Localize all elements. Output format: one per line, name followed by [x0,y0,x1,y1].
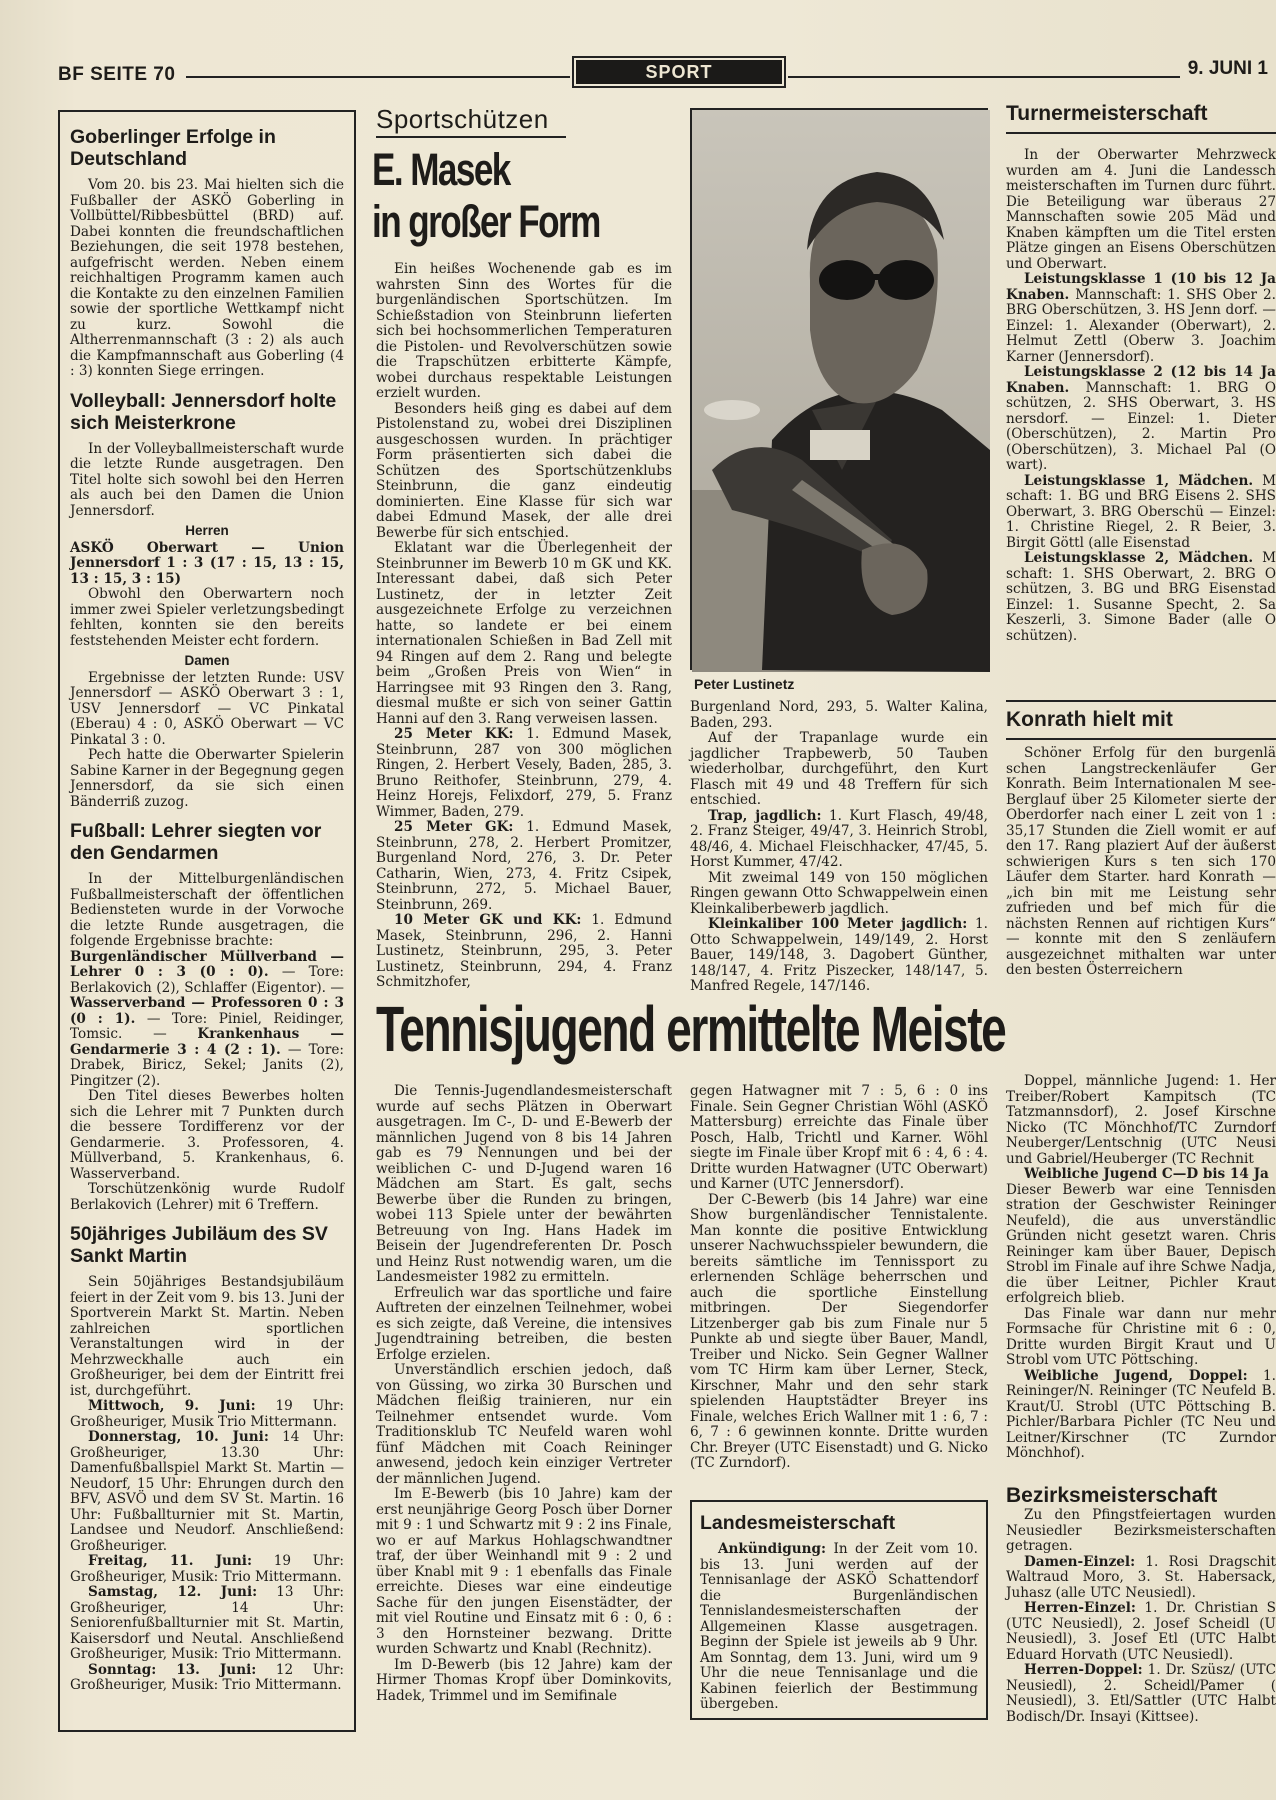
result-item: Herren-Einzel: 1. Dr. Christian S (UTC Neusiedl), 2. Josef Scheidl (U Neusiedl), 3. Josef Etl (UTC Halbt Eduard Horvath (UTC Neusiedl). [1006,1600,1276,1663]
landesmeisterschaft-text [700,1512,978,1712]
article-text: Mit zweimal 149 von 150 möglichen Ringen gewann Otto Schwappelwein einen Kleinkaliberbewerb jagdlich. [690,869,988,917]
article-text: Auf der Trapanlage wurde ein jagdlicher Trapbewerb, 50 Tauben wiederholbar, durchgeführt, den Kurt Flasch mit 49 und 48 Treffern für sich entschied. [690,730,988,808]
result-item: Leistungsklasse 1 (10 bis 12 Ja Knaben. Mannschaft: 1. SHS Ober 2. BRG Oberschützen, 3. HS Jenn dorf. — Einzel: 1. Alexander (Oberwart), 2. Helmut Zettl (Oberw 3. Joachim Karner (Jennersdorf). [1006,271,1276,365]
page-date: 9. JUNI 1 [1187,58,1268,79]
page-number: BF SEITE 70 [58,64,176,85]
result-item: Damen-Einzel: 1. Rosi Dragschit Waltraud Moro, 3. St. Habersack, Juhasz (alle UTC Neusiedl). [1006,1553,1276,1601]
result-item: Leistungsklasse 2, Mädchen. M schaft: 1. SHS Oberwart, 2. BRG O schützen, 3. BG und BRG Eisenstad Einzel: 1. Susanne Specht, 2. Sa Keszerli, 3. Simone Bader (alle O schützen). [1006,550,1276,644]
announcement: Ankündigung: In der Zeit vom 10. bis 13. Juni werden auf der Tennisanlage der ASKÖ Schattendorf die Burgenländischen Tennislandesmeisterschaften der Allgemeinen Klasse ausgetragen. Beginn der Spiele ist jeweils ab 9 Uhr. Am Sonntag, dem 13. Juni, wird um 9 Uhr die neue Tennisanlage und die Kabinen feierlich der Bestimmung übergeben. [700,1541,978,1712]
subheading: Weibliche Jugend C—D bis 14 Ja [1024,1166,1269,1182]
tennis-column-3 [1006,1074,1276,1474]
article-text: Ein heißes Wochenende gab es im wahrsten Sinn des Wortes für die burgenländischen Sportschützen. Im Schießstadion von Steinbrunn lieferten sich bei hochsommerlichen Temperaturen die Pistolen- und Revolverschützen sowie die Trapschützen erbitterte Kämpfe, wobei durchaus respektable Leistungen erzielt wurden. [376,261,672,401]
result-item: 25 Meter GK: 1. Edmund Masek, Steinbrunn, 278, 2. Herbert Promitzer, Burgenland Nord, 276, 3. Dr. Peter Catharin, Wien, 273, 4. Fritz Csipek, Steinbrunn, 272, 5. Michael Bauer, Steinbrunn, 269. [376,819,672,913]
schedule-item: Freitag, 11. Juni: 19 Uhr: Großheuriger, Musik: Trio Mittermann. [70,1553,344,1585]
article-text: Erfreulich war das sportliche und faire Auftreten der einzelnen Teilnehmer, wobei es sich zeigte, daß Vereine, die intensives Jugendtraining betreiben, die besten Erfolge erzielen. [376,1284,672,1363]
photo-caption: Peter Lustinetz [694,676,795,692]
photo-illustration [692,110,990,672]
result-item: 10 Meter GK und KK: 1. Edmund Masek, Steinbrunn, 296, 2. Hanni Lustinetz, Steinbrunn, 295, 3. Peter Lustinetz, Steinbrunn, 294, 4. Franz Schmitzhofer, [376,912,673,990]
schedule-item: Samstag, 12. Juni: 13 Uhr: Großheuriger, 14 Uhr: Seniorenfußballturnier mit St. Martin, Kaisersdorf und Neutal. Anschließend Großheuriger, Musik: Trio Mittermann. [70,1584,344,1662]
result-item: Leistungsklasse 2 (12 bis 14 Ja Knaben. Mannschaft: 1. BRG O schützen, 2. SHS Oberwart, 3. HS nersdorf. — Einzel: 1. Dieter (Oberschützen), 2. Martin Pro (Oberschützen), 3. Michael Pal (O wart). [1006,364,1276,473]
schedule-item: Donnerstag, 10. Juni: 14 Uhr: Großheuriger, 13.30 Uhr: Damenfußballspiel Markt St. Martin — Neudorf, 15 Uhr: Ehrungen durch den BFV, ASVÖ und dem SV St. Martin. 16 Uhr: Fußballturnier mit St. Martin, Landsee und Neudorf. Anschließend: Großheuriger. [70,1429,345,1554]
article-text: gegen Hatwagner mit 7 : 5, 6 : 0 ins Finale. Sein Gegner Christian Wöhl (ASKÖ Mattersburg) erreichte das Finale über Posch, Halb, Trichtl und Karner. Wöhl siegte im Finale über Kropf mit 6 : 4, 6 : 4. Dritte wurden Hatwagner (UTC Oberwart) und Karner (UTC Jennersdorf). [690,1083,988,1192]
separator-rule [1006,700,1276,702]
left-column [70,126,344,1726]
headline-masek-line2: in großer Form [372,196,600,247]
turner-column [1006,148,1276,694]
kicker-sportschuetzen: Sportschützen [376,104,549,134]
konrath-column [1006,746,1276,982]
article-text: Unverständlich erschien jedoch, daß von Güssing, wo zirka 30 Burschen und Mädchen fleißig trainieren, nur ein Teilnehmer entsendet wurde. Vom Traditionsklub TC Neufeld waren wohl fünf Mädchen mit Coach Reininger anwesend, jedoch kein einziger Vertreter der männlichen Jugend. [376,1362,672,1487]
section-label-box [572,56,786,88]
article-text: Sein 50jähriges Bestandsjubiläum feiert in der Zeit vom 9. bis 13. Juni der Sportverein Markt St. Martin. Neben zahlreichen sportlichen Veranstaltungen wird in der Mehrzweckhalle auch ein Großheuriger, bei dem der Eintritt frei ist, durchgeführt. [70,1274,344,1399]
headline-rule [1006,738,1276,740]
article-text: Burgenland Nord, 293, 5. Walter Kalina, Baden, 293. [690,699,988,731]
subheading-herren: Herren [185,523,229,538]
headline-konrath: Konrath hielt mit [1006,708,1173,731]
result-item: 25 Meter KK: 1. Edmund Masek, Steinbrunn, 287 von 300 möglichen Ringen, 2. Herbert Vesely, Baden, 285, 3. Bruno Reithofer, Steinbrunn, 279, 4. Heinz Horejs, Felixdorf, 279, 5. Franz Wimmer, Baden, 279. [376,726,673,820]
result-item: Trap, jagdlich: 1. Kurt Flasch, 49/48, 2. Franz Steiger, 49/47, 3. Heinrich Strobl, 48/46, 4. Michael Fleischhacker, 47/45, 5. Horst Kummer, 47/42. [690,807,989,870]
schedule-item: Sonntag: 13. Juni: 12 Uhr: Großheuriger, Musik: Trio Mittermann. [70,1661,344,1693]
article-text: Pech hatte die Oberwarter Spielerin Sabine Karner in der Begegnung gegen Jennersdorf, da sie sich einen Bänderriß zuzog. [70,747,344,810]
headline-fussball: Fußball: Lehrer siegten vor den Gendarmen [70,820,322,864]
article-text: Eklatant war die Überlegenheit der Steinbrunner im Bewerb 10 m GK und KK. Interessant dabei, daß sich Peter Lustinetz, der in letzter Zeit ausgezeichnete Erfolge zu verzeichnen hatte, so landete er bei einem internationalen Schießen in Bad Zell mit 94 Ringen auf dem 2. Rang und belegte beim „Großen Preis von Wien“ in Harringsee mit 93 Ringen den 3. Rang, diesmal mußte er sich von seiner Gattin Hanni auf den 3. Rang verweisen lassen. [376,540,672,727]
article-text: Obwohl den Oberwartern noch immer zwei Spieler verletzungsbedingt fehlten, konnten sie den bereits feststehenden Meister echt fordern. [70,586,344,649]
article-text: Das Finale war dann nur mehr Formsache für Christine mit 6 : 0, Dritte wurden Birgit Kraut und U Strobl vom UTC Pöttsching. [1006,1305,1276,1368]
article-text: Dieser Bewerb war eine Tennisden stration der Geschwister Reininger Neufeld), die aus unverständlic Gründen nicht gesetzt waren. Chris Reininger kam über Bauer, Depisch Strobl im Finale auf ihre Schwe Nadja, die über Leitner, Pichler Kraut erfolgreich blieb. [1006,1181,1276,1306]
result-item: Kleinkaliber 100 Meter jagdlich: 1. Otto Schwappelwein, 149/149, 2. Horst Bauer, 149/148, 3. Dagobert Günther, 148/147, 4. Fritz Piszecker, 148/147, 5. Manfred Regele, 147/146. [690,916,988,994]
headline-masek-line1: E. Masek [372,144,510,195]
section-label: SPORT [576,60,782,84]
article-text: Vom 20. bis 23. Mai hielten sich die Fußballer der ASKÖ Goberling in Vollbüttel/Ribbesbüttel (BRD) auf. Dabei konnten die freundschaftlichen Beziehungen, die seit 1978 bestehen, aufgefrischt werden. Neben einem reichhaltigen Programm kamen auch die Kontakte zu den einzelnen Familien sowie der sportliche Wettkampf nicht zu kurz. Sowohl die Altherrenmannschaft (3 : 2) als auch die Kampfmannschaft aus Goberling (4 : 3) konnten Siege erringen. [70,177,344,379]
headline-goberling: Goberlinger Erfolge in Deutschland [70,126,276,170]
masek-column-1 [376,261,673,990]
headline-tennisjugend: Tennisjugend ermittelte Meiste [376,993,1006,1065]
article-text: Doppel, männliche Jugend: 1. Her Treiber/Robert Kampitsch (TC Tatzmannsdorf), 2. Josef Kirschne Nicko (TC Mönchhof/TC Zurndorf Neuberger/Lentschnig (UTC Neusi und Gabriel/Heuberger (TC Rechnit [1006,1073,1276,1167]
bezirk-column [1006,1508,1276,1732]
headline-masek [372,144,600,248]
article-text: Schöner Erfolg für den burgenlä schen Langstreckenläufer Ger Konrath. Beim Internationalen M see-Berglauf über 25 Kilometer sierte der Oberdorfer nach einer L zeit von 1 : 35,17 Stunden die Ziell womit er auf den 17. Rang plaziert Auf der äußerst schwierigen Kurs s ten sich 170 Läufer dem Starter. hard Konrath — „ich bin mit me Leistung sehr zufrieden und bef mich für die nächsten Rennen auf richtigen Kurs“ — konnte mit den S zenläufern ausgezeichnet mithalten war unter den besten Österreichern [1006,745,1276,978]
header-rule-left [186,76,570,78]
article-text: Ergebnisse der letzten Runde: USV Jennersdorf — ASKÖ Oberwart 3 : 1, USV Jennersdorf — VC Pinkatal (Eberau) 4 : 0, ASKÖ Oberwart — VC Pinkatal 3 : 0. [70,669,344,748]
article-text: In der Oberwarter Mehrzweck wurden am 4. Juni die Landessch meisterschaften im Turnen durc führt. Die Beteiligung war überaus 27 Mannschaften sowie 205 Mäd und Knaben kämpften um die Titel ersten Plätze gingen an Eisens Oberschützen und Oberwart. [1006,147,1276,272]
headline-landesmeisterschaft: Landesmeisterschaft [700,1512,896,1534]
results-paragraph: Burgenländischer Müllverband — Lehrer 0 : 3 (0 : 0). — Tore: Berlakovich (2), Schlaffer (Eigentor). — Wasserverband — Professoren 0 : 3 (0 : 1). — Tore: Piniel, Reidinger, Tomsic. — Krankenhaus — Gendarmerie 3 : 4 (2 : 1). — Tore: Drabek, Biricz, Sekel; Janits (2), Pingitzer (2). [70,948,344,1089]
photo-peter-lustinetz [690,108,988,670]
article-text: Im D-Bewerb (bis 12 Jahre) kam der Hirmer Thomas Kropf über Dominkovits, Hadek, Trimmel und im Semifinale [376,1656,672,1704]
tennis-column-1 [376,1084,672,1730]
masek-column-2 [690,699,989,994]
schedule-item: Mittwoch, 9. Juni: 19 Uhr: Großheuriger, Musik Trio Mittermann. [70,1398,345,1430]
result-item: Herren-Doppel: 1. Dr. Szüsz/ (UTC Neusiedl), 2. Scheidl/Pamer ( Neusiedl), 3. Etl/Sattler (UTC Halbt Bodisch/Dr. Insayi (Kittsee). [1006,1662,1276,1725]
headline-turnermeisterschaft: Turnermeisterschaft [1006,102,1208,125]
headline-jubilaeum: 50jähriges Jubiläum des SV Sankt Martin [70,1223,328,1267]
article-text: Im E-Bewerb (bis 10 Jahre) kam der erst neunjährige Georg Posch über Dorner mit 9 : 1 und Schwartz mit 9 : 2 ins Finale, wo er auf Markus Hohlagschwandtner traf, der über Weinhandl mit 9 : 2 und über Knabl mit 9 : 1 ebenfalls das Finale erreichte. Dieses war eine eindeutige Sache für den jungen Eisenstädter, der mit viel Routine und Einsatz mit 6 : 0, 6 : 3 den Hornsteiner bezwang. Dritte wurden Schwartz und Knabl (Rechnitz). [376,1486,672,1657]
article-text: Den Titel dieses Bewerbes holten sich die Lehrer mit 7 Punkten durch die bessere Tordifferenz vor der Gendarmerie. 3. Professoren, 4. Müllverband, 5. Krankenhaus, 6. Wasserverband. [70,1088,344,1182]
article-text: Torschützenkönig wurde Rudolf Berlakovich (Lehrer) mit 6 Treffern. [70,1181,344,1213]
header-rule-right [788,76,1180,78]
result-item: Leistungsklasse 1, Mädchen. M schaft: 1. BG und BRG Eisens 2. SHS Oberwart, 3. BRG Oberschü — Einzel: 1. Christine Riegel, 2. R Beier, 3. Birgit Göttl (alle Eisenstad [1006,472,1276,551]
article-text: Die Tennis-Jugendlandesmeisterschaft wurde auf sechs Plätzen in Oberwart ausgetragen. Im C-, D- und E-Bewerb der männlichen Jugend von 8 bis 14 Jahren gab es 79 Nennungen und bei der weiblichen C- und D-Jugend waren 16 Mädchen am Start. Es galt, sechs Bewerbe über die Runden zu bringen, wobei 113 Spiele unter der bewährten Betreuung von Ing. Hans Hadek im Beisein der Jugendreferenten Dr. Posch und Heinz Rust notwendig waren, um die Landesmeister 1982 zu ermitteln. [376,1083,672,1285]
headline-volleyball: Volleyball: Jennersdorf holte sich Meisterkrone [70,389,337,434]
article-text: In der Volleyballmeisterschaft wurde die letzte Runde ausgetragen. Den Titel holte sich sowohl bei den Herren als auch bei den Damen die Union Jennersdorf. [70,440,344,519]
result-item: Weibliche Jugend, Doppel: 1. Reininger/N. Reininger (TC Neufeld B. Kraut/U. Strobl (UTC Pöttsching B. Pichler/Barbara Pichler (TC Neu und Leitner/Kirschner (TC Zurndor Mönchhof). [1006,1367,1276,1461]
article-text: Zu den Pfingstfeiertagen wurden Neusiedler Bezirksmeisterschaften getragen. [1006,1507,1276,1554]
article-text: Der C-Bewerb (bis 14 Jahre) war eine Show burgenländischer Tennistalente. Man konnte die positive Entwicklung unserer Nachwuchsspieler bewundern, die bereits sämtliche im Tennissport zu erlernenden Schläge beherrschen und auch die sportliche Einstellung mitbringen. Der Siegendorfer Litzenberger gab bis zum Finale nur 5 Punkte ab und siegte über Bauer, Mandl, Treiber und Nicko. Sein Gegner Wallner vom TC Hirm kam über Lerner, Steck, Kirschner, Mahr und den sehr stark spielenden Hauptstädter Breyer ins Finale, welches Erich Wallner mit 1 : 6, 7 : 6, 7 : 6 gewinnen konnte. Dritte wurden Chr. Breyer (UTC Eisenstadt) und G. Nicko (TC Zurndorf). [690,1191,988,1471]
headline-bezirksmeisterschaft: Bezirksmeisterschaft [1006,1484,1218,1507]
subheading-damen: Damen [184,653,230,668]
result-line: ASKÖ Oberwart — Union Jennersdorf 1 : 3 (17 : 15, 13 : 15, 13 : 15, 3 : 15) [70,539,344,587]
kicker-rule [376,136,566,138]
tennis-column-2 [690,1084,988,1494]
article-text: Besonders heiß ging es dabei auf dem Pistolenstand zu, wobei drei Disziplinen ausgeschossen wurden. In prächtiger Form präsentierten sich dabei die Schützen des Sportschützenklubs Steinbrunn, die ganz eindeutig dominierten. Eine Klasse für sich war dabei Edmund Masek, der alle drei Bewerbe für sich entschied. [376,400,672,541]
article-text: In der Mittelburgenländischen Fußballmeisterschaft der öffentlichen Bediensteten wurde in der Vorwoche die letzte Runde ausgetragen, die folgende Ergebnisse brachte: [70,871,344,949]
headline-rule [1006,132,1276,134]
